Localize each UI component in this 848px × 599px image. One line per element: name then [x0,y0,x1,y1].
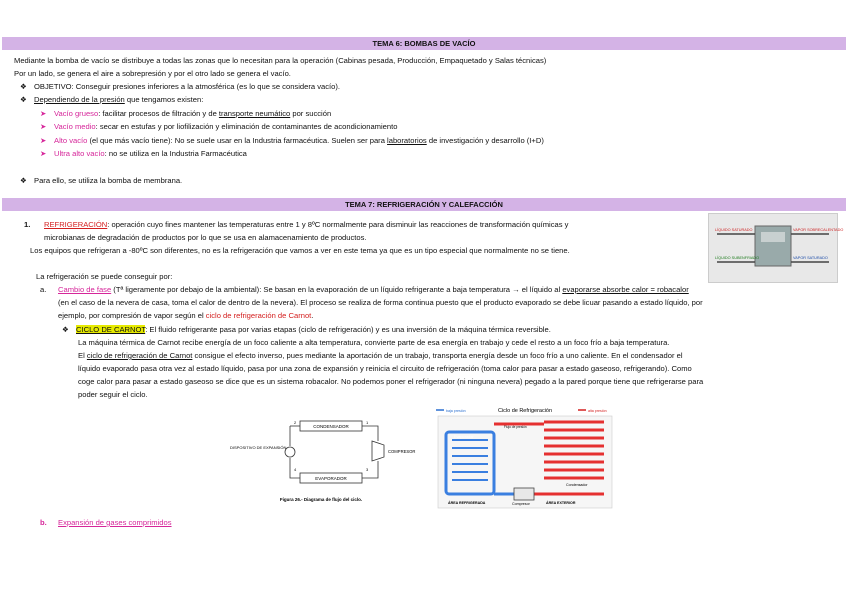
carnot-text: El [78,351,87,360]
cambio-text: ejemplo, por compresión de vapor según el [58,311,206,320]
carnot-line1 [62,324,551,335]
carnot-ref: ciclo de refrigeración de Carnot [205,311,312,320]
vacio-text: (el que más vacío tiene): No se suele usar en la Industria farmacéutica. Suelen ser para [87,136,388,145]
node-number: 2 [294,420,297,425]
diamond-bullet-icon: ❖ [20,176,27,185]
valve-label: Flujo de presión [504,425,527,429]
list-letter: b. [40,518,47,527]
legend-low-pressure: baja presión [446,409,466,413]
photo-label: LÍQUIDO SUBENFRIADO [715,256,760,260]
vacio-item [40,121,397,132]
objetivo-label: OBJETIVO: [34,82,74,91]
legend-high-pressure: alta presión [588,409,607,413]
carnot-line6: poder seguir el ciclo. [78,390,148,399]
carnot-line5: coge calor para pasar a estado gaseoso se dice que es un sistema robacalor. No podemos poner el refrigerador (ni ninguna nevera) pegado a la pared porque tiene que refrigerarse para [78,377,704,386]
carnot-line2: La máquina térmica de Carnot recibe energía de un foco caliente a alta temperatura, convierte parte de esa energía en trabajo y cede el resto a un foco frío a baja temperatura. [78,338,670,347]
expansion-line [40,517,172,528]
cambio-line3 [58,310,313,321]
dispositivo-label: DISPOSITIVO DE EXPANSIÓN [230,445,287,450]
node-number: 1 [366,420,369,425]
vacio-label: Alto vacío [54,136,88,145]
cycle-title: Ciclo de Refrigeración [497,408,553,414]
cambio-text-end: . [311,311,314,320]
membrana-text: Para ello, se utiliza la bomba de membrana. [34,176,183,185]
area-exterior-label: ÁREA EXTERIOR [546,501,576,505]
refrigeracion-line3: Los equipos que refrigeran a -80ºC son diferentes, no es la refrigeración que vamos a ver en este tema ya que es un tipo especial que normalmente no se tiene. [30,246,570,255]
vacio-item [40,135,544,146]
vacio-link: laboratorios [387,136,427,145]
conseguir-line: La refrigeración se puede conseguir por: [36,272,173,281]
arrow-bullet-icon: ➤ [40,109,47,118]
flow-diagram [228,413,414,509]
photo-label: VAPOR SOBRECALENTADO [793,228,844,232]
carnot-line4: líquido evaporado pasa otra vez al estado líquido, pasa por una zona de expansión y reinicia el circuito de refrigeración (toma calor para pasar a estado gaseoso, refrigerando). Como [78,364,692,373]
evaporador-label: Evaporador [454,435,474,439]
depende-line [20,94,203,105]
cambio-highlight: evaporarse absorbe calor = robacalor [562,285,689,294]
compresor-label: COMPRESOR [388,449,416,454]
node-number: 3 [366,467,369,472]
refrigeration-cycle-diagram [434,404,616,512]
arrow-bullet-icon: ➤ [40,149,47,158]
vacio-text-post: de investigación y desarrollo (I+D) [426,136,544,145]
cambio-line1 [40,284,689,295]
vacio-item [40,108,331,119]
evaporador-label: EVAPORADOR [315,476,347,481]
photo-label: LÍQUIDO SATURADO [715,228,753,232]
carnot-underlined: ciclo de refrigeración de Carnot [86,351,193,360]
diamond-bullet-icon: ❖ [20,95,27,104]
node-number: 4 [294,467,297,472]
vacio-label: Vacío grueso [54,109,99,118]
carnot-line3 [78,350,683,361]
membrana-line [20,175,182,186]
figure-caption: Figura 26.- Diagrama de flujo del ciclo. [279,497,363,502]
refrigeracion-line2: microbianas de degradación de productos por lo que se usa en alamacenamiento de productos. [44,233,367,242]
refrigeracion-text: : operación cuyo fines mantener las temperaturas entre 1 y 8ºC normalmente para disminuir las reacciones de transformación químicas y [107,220,569,229]
carnot-text: consigue el efecto inverso, pues mediante la aportación de un trabajo, transporta energía desde un foco frío a uno caliente. En el condensador el [192,351,683,360]
condensador-label: Condensador [566,483,588,487]
list-number: 1. [24,220,31,229]
carnot-text: : El fluido refrigerante pasa por varias etapas (ciclo de refrigeración) y es una inversión de la máquina térmica reversible. [145,325,551,334]
list-letter: a. [40,285,47,294]
arrow-bullet-icon: ➤ [40,136,47,145]
vacio-label: Ultra alto vacío [54,149,105,158]
diamond-bullet-icon: ❖ [20,82,27,91]
vacio-text: : secar en estufas y por liofilización y eliminación de contaminantes de acondicionamiento [95,122,398,131]
compresor-label: Compresor [512,502,530,506]
tema6-header: TEMA 6: BOMBAS DE VACÍO [2,37,846,50]
cambio-label: Cambio de fase [58,285,112,294]
vacio-link: transporte neumático [218,109,291,118]
depende-label: Dependiendo de la presión [34,95,125,104]
condensador-label: CONDENSADOR [313,424,349,429]
expansion-label: Expansión de gases comprimidos [58,518,172,527]
objetivo-line [20,81,340,92]
cambio-text: (Tª ligeramente por debajo de la ambiental): Se basan en la evaporación de un líquido refrigerante a baja temperatura → el líquido al [111,285,563,294]
photo-label: VAPOR SATURADO [793,256,828,260]
refrigeracion-line1 [24,219,568,230]
refrigeration-photo [708,213,844,283]
vacio-item [40,148,247,159]
cambio-line2: (en el caso de la nevera de casa, toma el calor de dentro de la nevera). El proceso se realiza de forma continua puesto que el producto evaporado se debe licuar pasando a estado líquido, por [58,298,703,307]
diamond-bullet-icon: ❖ [62,325,69,334]
area-refrigerada-label: ÁREA REFRIGERADA [448,501,486,505]
tema7-header: TEMA 7: REFRIGERACIÓN Y CALEFACCIÓN [2,198,846,211]
vacio-label: Vacío medio [54,122,96,131]
objetivo-text: Conseguir presiones inferiores a la atmosférica (es lo que se considera vacío). [73,82,341,91]
arrow-bullet-icon: ➤ [40,122,47,131]
depende-text: que tengamos existen: [124,95,204,104]
carnot-label: CICLO DE CARNOT [76,325,146,334]
tema6-intro-line1: Mediante la bomba de vacío se distribuye a todas las zonas que lo necesitan para la operación (Cabinas pesada, Producción, Empaquetado y Salas técnicas) [14,56,547,65]
tema6-intro-line2: Por un lado, se genera el aire a sobrepresión y por el otro lado se genera el vacío. [14,69,291,78]
vacio-text: : no se utiliza en la Industria Farmacéutica [104,149,247,158]
vacio-text: : facilitar procesos de filtración y de [98,109,219,118]
refrigeracion-label: REFRIGERACIÓN [44,220,108,229]
vacio-text-post: por succión [290,109,332,118]
